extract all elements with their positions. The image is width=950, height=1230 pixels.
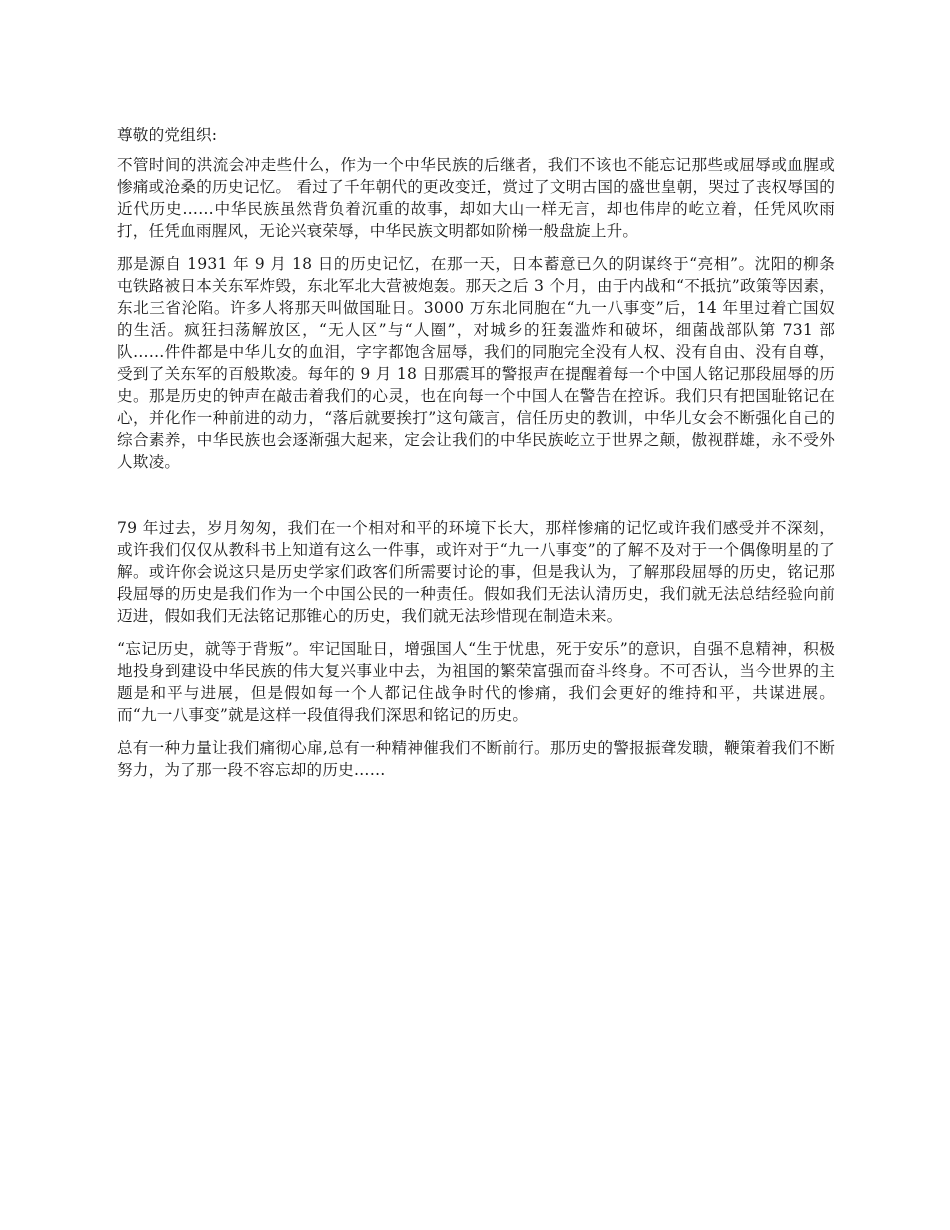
document-page	[117, 118, 835, 792]
paragraph-closing: 总有一种力量让我们痛彻心扉,总有一种精神催我们不断前行。那历史的警报振聋发聩，鞭策着我们不断努力，为了那一段不容忘却的历史……	[117, 739, 835, 779]
paragraph-reflection: 79 年过去，岁月匆匆，我们在一个相对和平的环境下长大，那样惨痛的记忆或许我们感受并不深刻，或许我们仅仅从教科书上知道有这么一件事，或许对于“九一八事变”的了解不及对于一个偶像明星的了解。或许你会说这只是历史学家们政客们所需要讨论的事，但是我认为，了解那段屈辱的历史，铭记那段屈辱的历史是我们作为一个中国公民的一种责任。假如我们无法认清历史，我们就无法总结经验向前迈进，假如我们无法铭记那锥心的历史，我们就无法珍惜现在制造未来。	[117, 519, 835, 625]
paragraph-spacer	[117, 484, 835, 517]
paragraph-history: 那是源自 1931 年 9 月 18 日的历史记忆，在那一天，日本蓄意已久的阴谋终于“亮相”。沈阳的柳条屯铁路被日本关东军炸毁，东北军北大营被炮轰。那天之后 3 个月，由于内战和“不抵抗”政策等因素，东北三省沦陷。许多人将那天叫做国耻日。3000 万东北同胞在“九一八事变”后，14 年里过着亡国奴的生活。疯狂扫荡解放区，“无人区”与“人圈”，对城乡的狂轰滥炸和破坏，细菌战部队第 731 部队……件件都是中华儿女的血泪，字字都饱含屈辱，我们的同胞完全没有人权、没有自由、没有自尊，受到了关东军的百般欺凌。每年的 9 月 18 日那震耳的警报声在提醒着每一个中国人铭记那段屈辱的历史。那是历史的钟声在敲击着我们的心灵，也在向每一个中国人在警告在控诉。我们只有把国耻铭记在心，并化作一种前进的动力，“落后就要挨打”这句箴言，信任历史的教训，中华儿女会不断强化自己的综合素养，中华民族也会逐渐强大起来，定会让我们的中华民族屹立于世界之颠，傲视群雄，永不受外人欺凌。	[117, 255, 835, 471]
paragraph-intro: 不管时间的洪流会冲走些什么，作为一个中华民族的后继者，我们不该也不能忘记那些或屈辱或血腥或惨痛或沧桑的历史记忆。 看过了千年朝代的更改变迁，赏过了文明古国的盛世皇朝，哭过了丧权辱国的近代历史……中华民族虽然背负着沉重的故事，却如大山一样无言，却也伟岸的屹立着，任凭风吹雨打，任凭血雨腥风，无论兴衰荣辱，中华民族文明都如阶梯一般盘旋上升。	[117, 156, 835, 240]
paragraph-remember: “忘记历史，就等于背叛”。牢记国耻日，增强国人“生于忧患，死于安乐”的意识，自强不息精神，积极地投身到建设中华民族的伟大复兴事业中去，为祖国的繁荣富强而奋斗终身。不可否认，当今世界的主题是和平与进展，但是假如每一个人都记住战争时代的惨痛，我们会更好的维持和平，共谋进展。而“九一八事变”就是这样一段值得我们深思和铭记的历史。	[117, 640, 835, 724]
salutation: 尊敬的党组织:	[117, 126, 218, 144]
